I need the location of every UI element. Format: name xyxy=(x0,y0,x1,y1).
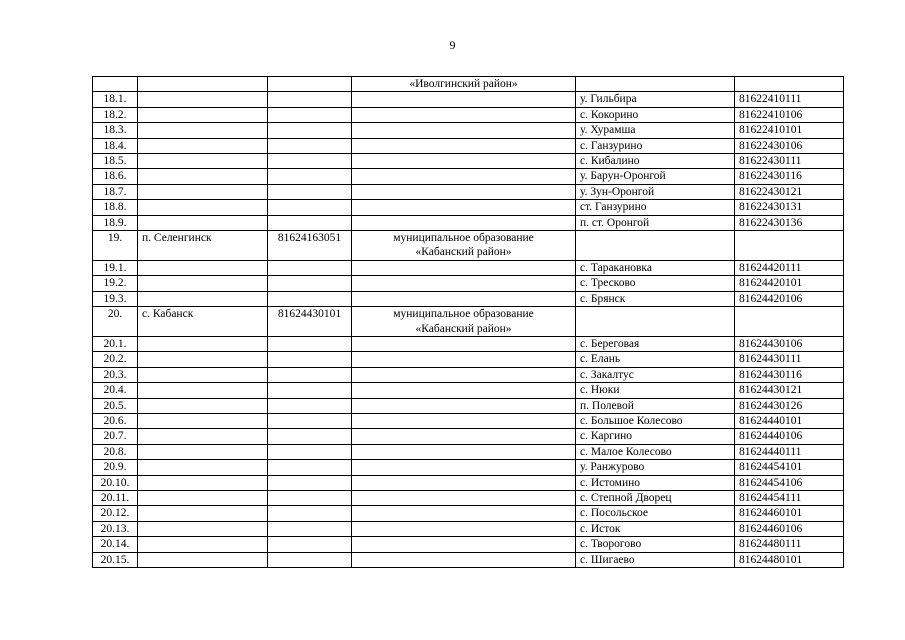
cell-oktmo: 81622410106 xyxy=(735,107,844,122)
cell-name xyxy=(138,184,268,199)
cell-settlement: с. Степной Дворец xyxy=(576,490,735,505)
cell-oktmo: 81622430121 xyxy=(735,184,844,199)
cell-municipality xyxy=(352,367,576,382)
cell-oktmo xyxy=(735,231,844,261)
table-row xyxy=(93,506,844,521)
cell-code xyxy=(268,475,352,490)
cell-number: 20.6. xyxy=(93,413,138,428)
cell-oktmo xyxy=(735,77,844,92)
table-row xyxy=(93,475,844,490)
table-row xyxy=(93,200,844,215)
table-row xyxy=(93,383,844,398)
cell-number: 20.4. xyxy=(93,383,138,398)
cell-settlement: с. Шигаево xyxy=(576,552,735,567)
cell-number: 18.2. xyxy=(93,107,138,122)
cell-code xyxy=(268,352,352,367)
cell-municipality xyxy=(352,231,576,261)
cell-number: 19.1. xyxy=(93,260,138,275)
cell-oktmo: 81624440101 xyxy=(735,413,844,428)
cell-code xyxy=(268,521,352,536)
table-row xyxy=(93,123,844,138)
cell-number: 20.8. xyxy=(93,444,138,459)
cell-oktmo: 81624430116 xyxy=(735,367,844,382)
table-row xyxy=(93,537,844,552)
table-row xyxy=(93,107,844,122)
cell-municipality xyxy=(352,276,576,291)
cell-name xyxy=(138,367,268,382)
settlements-table xyxy=(92,76,844,568)
cell-oktmo: 81624480111 xyxy=(735,537,844,552)
cell-municipality: «Иволгинский район» xyxy=(352,77,576,92)
cell-settlement: с. Ганзурино xyxy=(576,138,735,153)
cell-name xyxy=(138,260,268,275)
cell-code xyxy=(268,460,352,475)
cell-code xyxy=(268,169,352,184)
cell-name xyxy=(138,107,268,122)
continued-header-row xyxy=(93,77,844,92)
cell-code xyxy=(268,444,352,459)
table-row xyxy=(93,184,844,199)
cell-oktmo: 81622430111 xyxy=(735,154,844,169)
cell-number: 20.9. xyxy=(93,460,138,475)
cell-oktmo: 81624430126 xyxy=(735,398,844,413)
cell-number: 20.2. xyxy=(93,352,138,367)
cell-settlement: с. Нюки xyxy=(576,383,735,398)
cell-name xyxy=(138,429,268,444)
table-row xyxy=(93,260,844,275)
cell-municipality xyxy=(352,123,576,138)
cell-name xyxy=(138,444,268,459)
cell-municipality xyxy=(352,184,576,199)
cell-number: 19.2. xyxy=(93,276,138,291)
cell-oktmo: 81624460106 xyxy=(735,521,844,536)
cell-code xyxy=(268,537,352,552)
cell-name xyxy=(138,475,268,490)
cell-municipality xyxy=(352,138,576,153)
cell-number: 20.15. xyxy=(93,552,138,567)
cell-code xyxy=(268,123,352,138)
cell-number: 18.5. xyxy=(93,154,138,169)
cell-settlement: с. Исток xyxy=(576,521,735,536)
table-row xyxy=(93,154,844,169)
cell-code xyxy=(268,154,352,169)
cell-code xyxy=(268,138,352,153)
cell-code xyxy=(268,398,352,413)
municipality-line-2: «Кабанский район» xyxy=(415,322,512,335)
table-body xyxy=(93,77,844,568)
table-row xyxy=(93,521,844,536)
municipality-line-1: муниципальное образование xyxy=(393,232,534,245)
cell-oktmo: 81624430121 xyxy=(735,383,844,398)
cell-code xyxy=(268,367,352,382)
cell-code xyxy=(268,490,352,505)
cell-municipality xyxy=(352,552,576,567)
cell-number: 18.3. xyxy=(93,123,138,138)
cell-number: 18.9. xyxy=(93,215,138,230)
cell-municipality xyxy=(352,521,576,536)
cell-oktmo: 81624454111 xyxy=(735,490,844,505)
cell-settlement: с. Елань xyxy=(576,352,735,367)
cell-oktmo: 81622430136 xyxy=(735,215,844,230)
cell-oktmo: 81624440106 xyxy=(735,429,844,444)
cell-municipality xyxy=(352,92,576,107)
cell-code xyxy=(268,260,352,275)
cell-name xyxy=(138,123,268,138)
table-row xyxy=(93,291,844,306)
cell-oktmo: 81624454101 xyxy=(735,460,844,475)
cell-number: 18.8. xyxy=(93,200,138,215)
cell-number: 19.3. xyxy=(93,291,138,306)
cell-settlement: с. Посольское xyxy=(576,506,735,521)
cell-name xyxy=(138,336,268,351)
cell-municipality xyxy=(352,215,576,230)
cell-name xyxy=(138,291,268,306)
cell-municipality xyxy=(352,169,576,184)
cell-oktmo xyxy=(735,307,844,337)
cell-name: п. Селенгинск xyxy=(138,231,268,261)
cell-municipality xyxy=(352,336,576,351)
cell-number: 20.7. xyxy=(93,429,138,444)
cell-name xyxy=(138,169,268,184)
table-row xyxy=(93,429,844,444)
cell-name xyxy=(138,398,268,413)
cell-code xyxy=(268,200,352,215)
cell-oktmo: 81622410101 xyxy=(735,123,844,138)
cell-oktmo: 81624430111 xyxy=(735,352,844,367)
cell-municipality xyxy=(352,260,576,275)
cell-oktmo: 81624420106 xyxy=(735,291,844,306)
cell-code xyxy=(268,92,352,107)
cell-number: 20.10. xyxy=(93,475,138,490)
cell-oktmo: 81624480101 xyxy=(735,552,844,567)
cell-code xyxy=(268,107,352,122)
cell-settlement: п. Полевой xyxy=(576,398,735,413)
cell-name xyxy=(138,138,268,153)
cell-settlement xyxy=(576,307,735,337)
cell-name xyxy=(138,521,268,536)
cell-code xyxy=(268,215,352,230)
cell-municipality xyxy=(352,154,576,169)
cell-settlement: с. Брянск xyxy=(576,291,735,306)
cell-name xyxy=(138,383,268,398)
cell-name xyxy=(138,92,268,107)
cell-settlement xyxy=(576,231,735,261)
cell-municipality xyxy=(352,537,576,552)
cell-municipality xyxy=(352,429,576,444)
cell-municipality xyxy=(352,475,576,490)
cell-number: 20.11. xyxy=(93,490,138,505)
cell-municipality xyxy=(352,460,576,475)
cell-number: 20.13. xyxy=(93,521,138,536)
cell-name xyxy=(138,215,268,230)
cell-municipality xyxy=(352,383,576,398)
cell-name xyxy=(138,506,268,521)
cell-name xyxy=(138,77,268,92)
cell-code xyxy=(268,77,352,92)
cell-code xyxy=(268,383,352,398)
cell-code xyxy=(268,276,352,291)
table-row xyxy=(93,92,844,107)
cell-name xyxy=(138,154,268,169)
cell-settlement: с. Береговая xyxy=(576,336,735,351)
cell-code xyxy=(268,291,352,306)
cell-number: 18.7. xyxy=(93,184,138,199)
cell-name: с. Кабанск xyxy=(138,307,268,337)
cell-code: 81624430101 xyxy=(268,307,352,337)
cell-settlement: у. Гильбира xyxy=(576,92,735,107)
cell-number: 20. xyxy=(93,307,138,337)
cell-code xyxy=(268,429,352,444)
cell-settlement: с. Тресково xyxy=(576,276,735,291)
cell-number: 20.12. xyxy=(93,506,138,521)
table-row xyxy=(93,490,844,505)
cell-code xyxy=(268,413,352,428)
cell-number: 20.14. xyxy=(93,537,138,552)
cell-settlement: с. Истомино xyxy=(576,475,735,490)
cell-name xyxy=(138,537,268,552)
cell-settlement: с. Малое Колесово xyxy=(576,444,735,459)
cell-settlement: ст. Ганзурино xyxy=(576,200,735,215)
table-row xyxy=(93,552,844,567)
cell-number: 20.3. xyxy=(93,367,138,382)
table-row xyxy=(93,336,844,351)
cell-oktmo: 81624420111 xyxy=(735,260,844,275)
municipality-line-2: «Кабанский район» xyxy=(415,246,512,259)
table-row xyxy=(93,169,844,184)
cell-name xyxy=(138,352,268,367)
cell-name xyxy=(138,490,268,505)
cell-municipality xyxy=(352,352,576,367)
cell-oktmo: 81622430116 xyxy=(735,169,844,184)
cell-number xyxy=(93,77,138,92)
cell-settlement: у. Хурамша xyxy=(576,123,735,138)
cell-number: 18.6. xyxy=(93,169,138,184)
cell-municipality xyxy=(352,107,576,122)
cell-settlement: у. Барун-Оронгой xyxy=(576,169,735,184)
cell-oktmo: 81622410111 xyxy=(735,92,844,107)
cell-settlement: у. Зун-Оронгой xyxy=(576,184,735,199)
cell-oktmo: 81624420101 xyxy=(735,276,844,291)
cell-name xyxy=(138,552,268,567)
cell-code: 81624163051 xyxy=(268,231,352,261)
cell-settlement: с. Кокорино xyxy=(576,107,735,122)
cell-municipality xyxy=(352,490,576,505)
cell-municipality xyxy=(352,444,576,459)
table-row xyxy=(93,231,844,261)
cell-number: 19. xyxy=(93,231,138,261)
cell-settlement: у. Ранжурово xyxy=(576,460,735,475)
cell-code xyxy=(268,336,352,351)
cell-municipality xyxy=(352,413,576,428)
table-row xyxy=(93,352,844,367)
cell-settlement: с. Творогово xyxy=(576,537,735,552)
cell-oktmo: 81624430106 xyxy=(735,336,844,351)
page-number: 9 xyxy=(449,38,456,52)
cell-name xyxy=(138,460,268,475)
cell-municipality xyxy=(352,506,576,521)
cell-municipality xyxy=(352,200,576,215)
cell-settlement: с. Каргино xyxy=(576,429,735,444)
cell-oktmo: 81622430131 xyxy=(735,200,844,215)
table-row xyxy=(93,138,844,153)
table-row xyxy=(93,398,844,413)
cell-code xyxy=(268,552,352,567)
cell-settlement: с. Таракановка xyxy=(576,260,735,275)
cell-municipality xyxy=(352,398,576,413)
cell-name xyxy=(138,200,268,215)
cell-settlement: с. Закалтус xyxy=(576,367,735,382)
cell-municipality xyxy=(352,291,576,306)
cell-municipality xyxy=(352,307,576,337)
table-row xyxy=(93,444,844,459)
cell-code xyxy=(268,184,352,199)
table-row xyxy=(93,367,844,382)
table-row xyxy=(93,460,844,475)
cell-oktmo: 81624454106 xyxy=(735,475,844,490)
cell-settlement: с. Кибалино xyxy=(576,154,735,169)
table-row xyxy=(93,307,844,337)
cell-settlement xyxy=(576,77,735,92)
cell-oktmo: 81624440111 xyxy=(735,444,844,459)
cell-name xyxy=(138,413,268,428)
cell-settlement: с. Большое Колесово xyxy=(576,413,735,428)
cell-oktmo: 81624460101 xyxy=(735,506,844,521)
table-row xyxy=(93,215,844,230)
table-row xyxy=(93,413,844,428)
municipality-line-1: муниципальное образование xyxy=(393,308,534,321)
cell-name xyxy=(138,276,268,291)
cell-oktmo: 81622430106 xyxy=(735,138,844,153)
table-row xyxy=(93,276,844,291)
cell-number: 20.5. xyxy=(93,398,138,413)
cell-code xyxy=(268,506,352,521)
cell-number: 18.1. xyxy=(93,92,138,107)
cell-settlement: п. ст. Оронгой xyxy=(576,215,735,230)
cell-number: 20.1. xyxy=(93,336,138,351)
cell-number: 18.4. xyxy=(93,138,138,153)
